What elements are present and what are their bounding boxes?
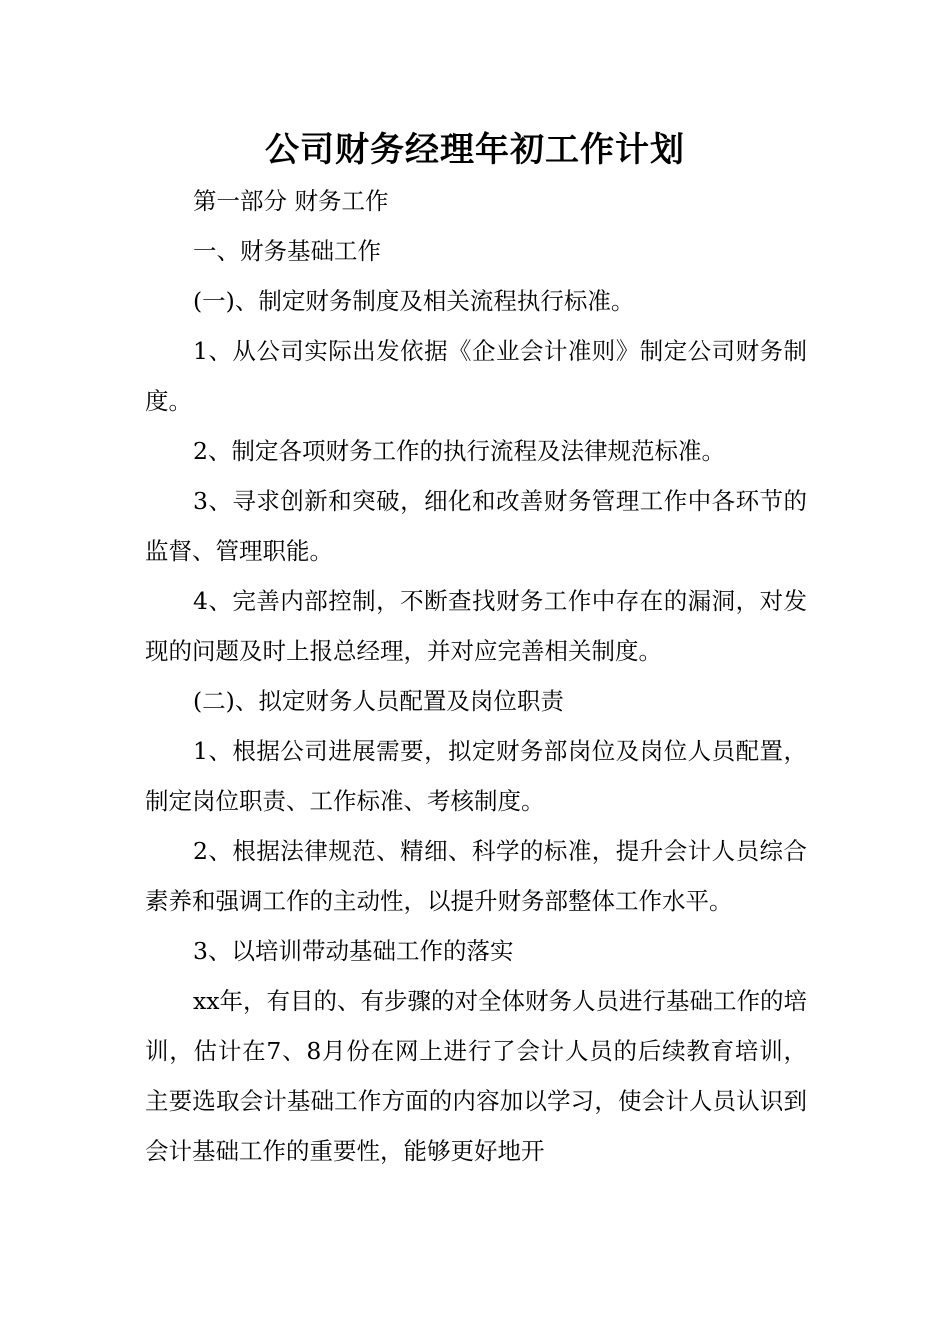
document-body (145, 176, 807, 1176)
subsection-heading-policies: (一)、制定财务制度及相关流程执行标准。 (193, 287, 635, 315)
paragraph-item-3: 3、寻求创新和突破，细化和改善财务管理工作中各环节的监督、管理职能。 (145, 487, 807, 565)
paragraph-staffing-3: 3、以培训带动基础工作的落实 (193, 937, 514, 965)
document-title: 公司财务经理年初工作计划 (265, 130, 685, 170)
paragraph-staffing-2: 2、根据法律规范、精细、科学的标准，提升会计人员综合素养和强调工作的主动性，以提升财务部整体工作水平。 (145, 837, 807, 915)
subsection-heading-staffing: (二)、拟定财务人员配置及岗位职责 (193, 687, 564, 715)
section-heading-basic-work: 一、财务基础工作 (193, 237, 381, 265)
paragraph-item-1: 1、从公司实际出发依据《企业会计准则》制定公司财务制度。 (145, 337, 807, 415)
section-heading-finance-work: 第一部分 财务工作 (193, 187, 389, 215)
paragraph-item-2: 2、制定各项财务工作的执行流程及法律规范标准。 (193, 437, 725, 465)
paragraph-item-4: 4、完善内部控制，不断查找财务工作中存在的漏洞，对发现的问题及时上报总经理，并对应完善相关制度。 (145, 587, 807, 665)
paragraph-training: xx年，有目的、有步骤的对全体财务人员进行基础工作的培训，估计在7、8月份在网上进行了会计人员的后续教育培训，主要选取会计基础工作方面的内容加以学习，使会计人员认识到会计基础工作的重要性，能够更好地开 (145, 987, 808, 1165)
paragraph-staffing-1: 1、根据公司进展需要，拟定财务部岗位及岗位人员配置，制定岗位职责、工作标准、考核制度。 (145, 737, 807, 815)
